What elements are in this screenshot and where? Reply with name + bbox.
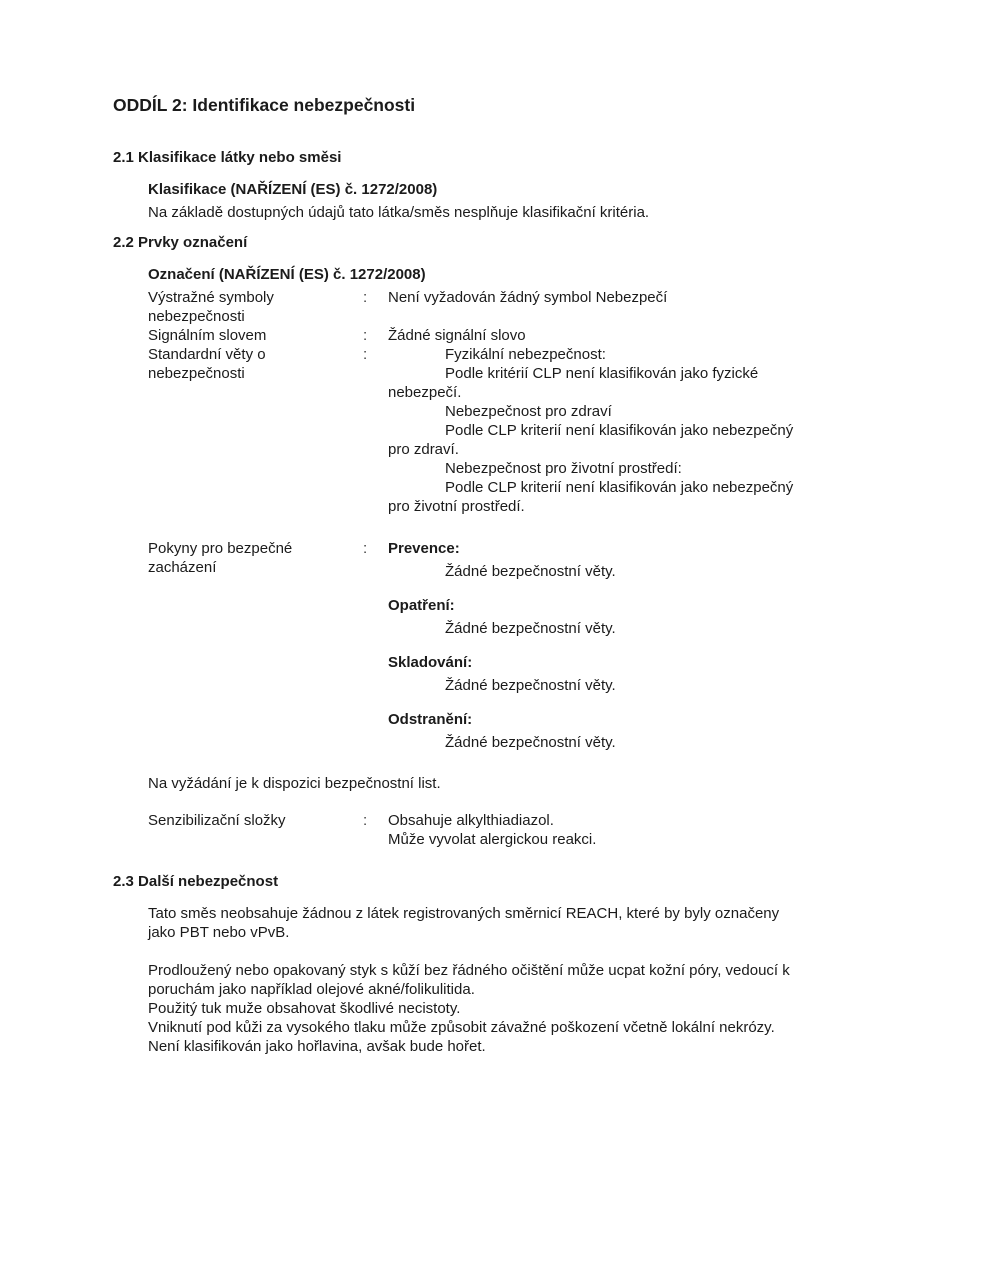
precaution-group-prevention xyxy=(388,539,909,581)
row-hazard-statements xyxy=(148,345,909,516)
precaution-group-title: Prevence: xyxy=(388,540,460,557)
hazard-symbols-label xyxy=(148,288,363,326)
subsection-2-3 xyxy=(113,872,909,1056)
classification-block xyxy=(148,180,909,222)
precaution-group-text: Žádné bezpečnostní věty. xyxy=(445,620,616,637)
sensitizing-label xyxy=(148,811,363,830)
colon-separator: : xyxy=(363,812,368,829)
hazard-statement-line: pro životní prostředí. xyxy=(388,498,525,515)
signal-word-value xyxy=(388,326,909,345)
subsection-2-3-heading: 2.3 Další nebezpečnost xyxy=(113,873,279,890)
precautionary-label-line2: zacházení xyxy=(148,559,217,576)
precautionary-label-line1: Pokyny pro bezpečné xyxy=(148,540,293,557)
colon-separator: : xyxy=(363,289,368,306)
colon-separator: : xyxy=(363,327,368,344)
hazard-statement-line: nebezpečí. xyxy=(388,384,462,401)
hazard-statements-value xyxy=(388,345,909,516)
hazard-statement-line: Fyzikální nebezpečnost: xyxy=(445,346,606,363)
subsection-2-2 xyxy=(113,233,909,849)
signal-word-value-text: Žádné signální slovo xyxy=(388,327,526,344)
subsection-2-1 xyxy=(113,148,909,222)
sensitizing-label-text: Senzibilizační složky xyxy=(148,812,286,829)
hazard-statements-label-line1: Standardní věty o xyxy=(148,346,266,363)
labelling-block xyxy=(148,265,909,849)
row-signal-word xyxy=(148,326,909,345)
precaution-group-title: Opatření: xyxy=(388,597,455,614)
pbt-vpvb-line: jako PBT nebo vPvB. xyxy=(148,924,290,941)
other-hazards-line: Použitý tuk muže obsahovat škodlivé necistoty. xyxy=(148,1000,461,1017)
hazard-statement-line: Podle kritérií CLP není klasifikován jako fyzické xyxy=(445,365,759,382)
hazard-statement-line: Nebezpečnost pro životní prostředí: xyxy=(445,460,682,477)
hazard-statements-label-line2: nebezpečnosti xyxy=(148,365,245,382)
row-hazard-symbols xyxy=(148,288,909,326)
other-hazards-paragraph xyxy=(148,961,909,1056)
other-hazards-line: poruchám jako například olejové akné/folikulitida. xyxy=(148,981,475,998)
hazard-statement-line: Podle CLP kriterií není klasifikován jako nebezpečný xyxy=(445,479,794,496)
labelling-heading: Označení (NAŘÍZENÍ (ES) č. 1272/2008) xyxy=(148,266,426,283)
other-hazards-block xyxy=(148,904,909,1056)
row-sensitizing-components xyxy=(148,811,909,849)
precaution-group-text: Žádné bezpečnostní věty. xyxy=(445,677,616,694)
other-hazards-line: Vniknutí pod kůži za vysokého tlaku může způsobit závažné poškození včetně lokální nekrózy. xyxy=(148,1019,775,1036)
sensitizing-value-line2: Může vyvolat alergickou reakci. xyxy=(388,831,597,848)
precaution-group-title: Skladování: xyxy=(388,654,473,671)
precaution-group-response xyxy=(388,596,909,638)
precautionary-value xyxy=(388,539,909,767)
hazard-symbols-value xyxy=(388,288,909,307)
hazard-statement-line: Podle CLP kriterií není klasifikován jako nebezpečný xyxy=(445,422,794,439)
classification-heading: Klasifikace (NAŘÍZENÍ (ES) č. 1272/2008) xyxy=(148,181,438,198)
hazard-symbols-label-line1: Výstražné symboly xyxy=(148,289,274,306)
other-hazards-line: Není klasifikován jako hořlavina, avšak bude hořet. xyxy=(148,1038,486,1055)
subsection-2-2-heading: 2.2 Prvky označení xyxy=(113,234,248,251)
colon-separator: : xyxy=(363,540,368,557)
precautionary-label xyxy=(148,539,363,577)
precaution-group-text: Žádné bezpečnostní věty. xyxy=(445,563,616,580)
sensitizing-value-line1: Obsahuje alkylthiadiazol. xyxy=(388,812,554,829)
labelling-rows xyxy=(148,288,909,849)
pbt-vpvb-paragraph xyxy=(148,904,909,942)
colon-separator: : xyxy=(363,346,368,363)
pbt-vpvb-line: Tato směs neobsahuje žádnou z látek registrovaných směrnicí REACH, které by byly označeny xyxy=(148,905,780,922)
precaution-group-text: Žádné bezpečnostní věty. xyxy=(445,734,616,751)
sensitizing-value xyxy=(388,811,909,849)
hazard-statement-line: Nebezpečnost pro zdraví xyxy=(445,403,612,420)
hazard-symbols-label-line2: nebezpečnosti xyxy=(148,308,245,325)
classification-statement: Na základě dostupných údajů tato látka/směs nesplňuje klasifikační kritéria. xyxy=(148,204,650,221)
precaution-group-storage xyxy=(388,653,909,695)
precaution-group-title: Odstranění: xyxy=(388,711,473,728)
hazard-statement-line: pro zdraví. xyxy=(388,441,459,458)
hazard-statements-label xyxy=(148,345,363,383)
sds-availability-note: Na vyžádání je k dispozici bezpečnostní list. xyxy=(148,775,441,792)
section-2-title: ODDÍL 2: Identifikace nebezpečnosti xyxy=(113,95,416,115)
precaution-group-disposal xyxy=(388,710,909,752)
hazard-symbols-value-text: Není vyžadován žádný symbol Nebezpečí xyxy=(388,289,668,306)
subsection-2-1-heading: 2.1 Klasifikace látky nebo směsi xyxy=(113,149,342,166)
other-hazards-line: Prodloužený nebo opakovaný styk s kůží bez řádného očištění může ucpat kožní póry, vedoucí k xyxy=(148,962,790,979)
row-precautionary-statements xyxy=(148,539,909,767)
signal-word-label-text: Signálním slovem xyxy=(148,327,267,344)
signal-word-label xyxy=(148,326,363,345)
